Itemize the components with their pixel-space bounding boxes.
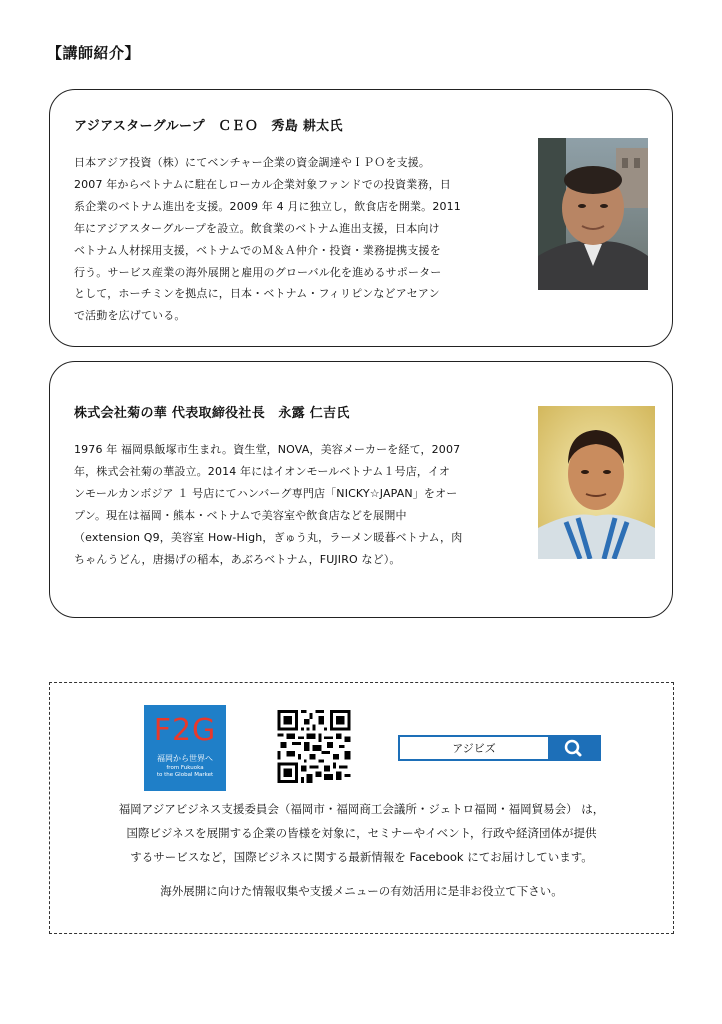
info-description <box>50 797 673 869</box>
instructor-name: アジアスターグループ ＣＥＯ 秀島 耕太氏 <box>74 119 343 134</box>
search-icon <box>548 737 599 759</box>
logo-tagline-en-line: to the Global Market <box>156 772 214 778</box>
bio-line: 年，株式会社菊の華設立。2014 年にはイオンモールベトナム１号店，イオ <box>74 464 451 478</box>
bio-line: として，ホーチミンを拠点に，日本・ベトナム・フィリピンなどアセアン <box>74 287 440 301</box>
instructor-photo <box>538 406 655 559</box>
instructor-bio <box>74 439 504 570</box>
search-button[interactable] <box>548 737 599 759</box>
bio-line: ベトナム人材採用支援，ベトナムでのＭ＆Ａ仲介・投資・業務提携支援を <box>74 243 441 257</box>
info-line: するサービスなど，国際ビジネスに関する最新情報を Facebook にてお届けしています。 <box>130 850 593 864</box>
bio-line: （extension Q9，美容室 How-High，ぎゅう丸，ラーメン暖暮ベトナム，肉 <box>74 530 463 544</box>
instructor-bio <box>74 152 504 327</box>
bio-line: 行う。サービス産業の海外展開と雇用のグローバル化を進めるサポーター <box>74 265 442 279</box>
instructor-card-nagatsuyu <box>49 361 673 618</box>
instructor-photo <box>538 138 648 290</box>
bio-line: で活動を広げている。 <box>74 309 186 323</box>
bio-line: 年にアジアスターグループを設立。飲食業のベトナム進出支援，日本向け <box>74 221 440 235</box>
logo-letters: F2G <box>153 713 217 748</box>
logo-tagline-en <box>144 765 226 779</box>
bio-line: 1976 年 福岡県飯塚市生まれ。資生堂，NOVA，美容メーカーを経て，2007 <box>74 443 461 456</box>
f2g-logo[interactable] <box>144 705 226 791</box>
facebook-search-bar[interactable] <box>398 735 601 761</box>
info-line: 国際ビジネスを展開する企業の皆様を対象に，セミナーやイベント，行政や経済団体が提供 <box>126 826 597 840</box>
info-box <box>49 682 674 934</box>
logo-tagline-jp: 福岡から世界へ <box>157 754 213 763</box>
search-text: アジビズ <box>452 742 496 755</box>
instructor-card-hideshima <box>49 89 673 347</box>
bio-line: プン。現在は福岡・熊本・ベトナムで美容室や飲食店などを展開中 <box>74 508 407 522</box>
section-heading: 【講師紹介】 <box>47 44 141 62</box>
logo-tagline-en-line: from Fukuoka <box>166 765 204 771</box>
info-note: 海外展開に向けた情報収集や支援メニューの有効活用に是非お役立て下さい。 <box>160 884 563 898</box>
bio-line: 2007 年からベトナムに駐在しローカル企業対象ファンドでの投資業務，日 <box>74 177 451 191</box>
bio-line: 日本アジア投資（株）にてベンチャー企業の資金調達やＩＰＯを支援。 <box>74 156 431 169</box>
instructor-name: 株式会社菊の華 代表取締役社長 永露 仁吉氏 <box>74 406 350 421</box>
qr-code-icon[interactable] <box>276 710 352 783</box>
bio-line: ンモールカンボジア １ 号店にてハンバーグ専門店「NICKY☆JAPAN」をオー <box>74 486 458 500</box>
bio-line: ちゃんうどん，唐揚げの稲本，あぶろベトナム，FUJIRO など）。 <box>74 552 401 566</box>
info-line: 福岡アジアビジネス支援委員会（福岡市・福岡商工会議所・ジェトロ福岡・福岡貿易会） は， <box>118 802 605 816</box>
bio-line: 系企業のベトナム進出を支援。2009 年 4 月に独立し，飲食店を開業。2011 <box>74 199 461 213</box>
